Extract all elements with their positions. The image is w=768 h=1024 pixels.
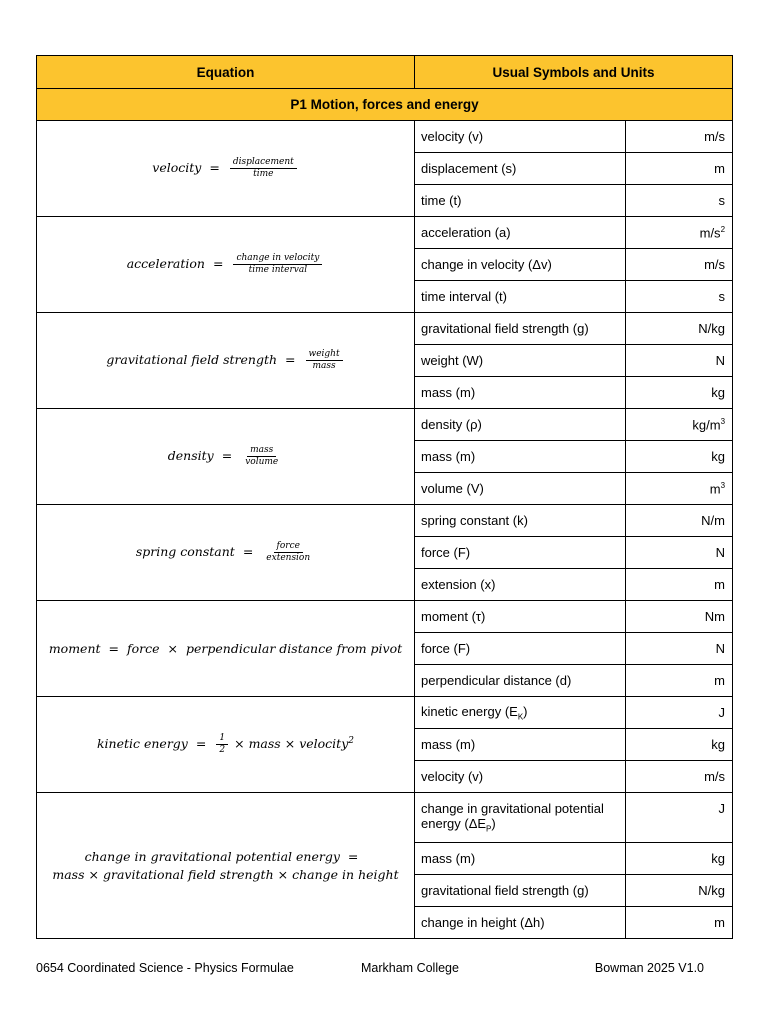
times-sign: × xyxy=(167,641,179,656)
fraction-denominator: mass xyxy=(312,361,336,371)
equals-sign: = xyxy=(242,544,254,559)
symbol-cell: force (F) xyxy=(415,537,626,569)
eq-lhs: density xyxy=(167,448,214,463)
times-sign: × xyxy=(88,866,99,882)
unit-cell: m/s xyxy=(626,249,733,281)
eq-line-1 xyxy=(37,848,414,866)
symbol-text-end: ) xyxy=(523,703,528,719)
unit-cell: m xyxy=(626,665,733,697)
eq-lhs: gravitational field strength xyxy=(106,352,278,367)
section-row xyxy=(37,89,733,121)
symbol-cell: force (F) xyxy=(415,633,626,665)
fraction-denominator: volume xyxy=(245,457,279,467)
symbol-cell: weight (W) xyxy=(415,345,626,377)
symbol-cell: density (ρ) xyxy=(415,409,626,441)
symbol-cell: spring constant (k) xyxy=(415,505,626,537)
unit-cell: kg xyxy=(626,729,733,761)
symbol-text: kinetic energy (E xyxy=(421,703,518,719)
table-row xyxy=(37,793,733,843)
unit-cell: kg xyxy=(626,843,733,875)
equals-sign: = xyxy=(209,160,220,175)
fraction xyxy=(233,253,322,276)
unit-cell: N/kg xyxy=(626,313,733,345)
equation-spring-constant xyxy=(37,505,415,601)
symbol-cell: time (t) xyxy=(415,185,626,217)
symbol-cell: mass (m) xyxy=(415,843,626,875)
table-row xyxy=(37,601,733,633)
section-title: P1 Motion, forces and energy xyxy=(37,89,733,121)
fraction xyxy=(242,445,281,468)
equation-acceleration xyxy=(37,217,415,313)
times-sign: × xyxy=(234,736,245,751)
unit-cell: m xyxy=(626,907,733,939)
header-equation: Equation xyxy=(37,56,415,89)
fraction-denominator: time interval xyxy=(248,265,308,275)
equals-sign: = xyxy=(221,448,233,463)
eq-term: force xyxy=(127,641,160,656)
symbol-subscript: P xyxy=(486,824,492,834)
equals-sign: = xyxy=(285,352,296,367)
symbol-cell: change in height (Δh) xyxy=(415,907,626,939)
unit-cell: m/s xyxy=(626,761,733,793)
header-symbols-units: Usual Symbols and Units xyxy=(415,56,733,89)
table-row xyxy=(37,697,733,729)
unit-cell: Nm xyxy=(626,601,733,633)
eq-line-2 xyxy=(37,866,414,884)
eq-term: perpendicular distance from pivot xyxy=(186,641,403,656)
equals-sign: = xyxy=(108,641,119,656)
eq-term: mass xyxy=(52,866,85,882)
unit-cell xyxy=(626,409,733,441)
unit-cell: N xyxy=(626,345,733,377)
equation-moment xyxy=(37,601,415,697)
eq-lhs: velocity xyxy=(152,160,202,175)
eq-term: change in height xyxy=(292,866,399,882)
symbol-cell: acceleration (a) xyxy=(415,217,626,249)
eq-term: mass xyxy=(248,736,281,751)
unit-cell xyxy=(626,217,733,249)
unit-exponent: 3 xyxy=(720,416,726,426)
symbol-cell: velocity (v) xyxy=(415,761,626,793)
fraction-numerator: displacement xyxy=(230,157,297,169)
formulae-table xyxy=(36,55,733,939)
eq-lhs: spring constant xyxy=(135,544,235,559)
eq-lhs: change in gravitational potential energy xyxy=(84,848,340,864)
unit-cell: J xyxy=(626,697,733,729)
symbol-cell: velocity (v) xyxy=(415,121,626,153)
eq-term: velocity xyxy=(299,736,349,751)
eq-lhs: acceleration xyxy=(126,256,205,271)
times-sign: × xyxy=(277,866,289,882)
symbol-cell: volume (V) xyxy=(415,473,626,505)
equation-gravitational-field-strength xyxy=(37,313,415,409)
symbol-cell: perpendicular distance (d) xyxy=(415,665,626,697)
unit-cell: kg xyxy=(626,377,733,409)
unit-exponent: 2 xyxy=(720,224,726,234)
unit-cell: N xyxy=(626,537,733,569)
symbol-text: change in gravitational potential energy (ΔE xyxy=(421,801,604,832)
footer-course: 0654 Coordinated Science - Physics Formulae xyxy=(36,961,294,975)
footer-version: Bowman 2025 V1.0 xyxy=(594,961,704,975)
unit-cell xyxy=(626,473,733,505)
equals-sign: = xyxy=(212,256,224,271)
fraction-numerator: mass xyxy=(247,445,276,457)
symbol-cell xyxy=(415,793,626,843)
unit-cell: N/m xyxy=(626,505,733,537)
unit-cell: N/kg xyxy=(626,875,733,907)
table-row xyxy=(37,409,733,441)
symbol-subscript: K xyxy=(517,712,524,722)
symbol-cell: moment (τ) xyxy=(415,601,626,633)
unit-text: m xyxy=(709,481,721,497)
unit-cell: m xyxy=(626,569,733,601)
equation-kinetic-energy xyxy=(37,697,415,793)
equation-density xyxy=(37,409,415,505)
unit-cell: N xyxy=(626,633,733,665)
fraction xyxy=(230,157,297,180)
table-row xyxy=(37,217,733,249)
fraction-denominator: time xyxy=(253,169,274,179)
eq-term: gravitational field strength xyxy=(103,866,274,882)
unit-cell: J xyxy=(626,793,733,843)
eq-exponent: 2 xyxy=(348,735,355,746)
equals-sign: = xyxy=(347,848,359,864)
symbol-text-end: ) xyxy=(491,816,496,832)
footer-school: Markham College xyxy=(361,961,459,975)
symbol-cell xyxy=(415,697,626,729)
unit-cell: s xyxy=(626,185,733,217)
unit-text: kg/m xyxy=(692,417,721,433)
fraction-numerator: 1 xyxy=(216,733,228,745)
table-header-row xyxy=(37,56,733,89)
symbol-cell: extension (x) xyxy=(415,569,626,601)
fraction-denominator: 2 xyxy=(219,745,226,755)
symbol-cell: displacement (s) xyxy=(415,153,626,185)
unit-cell: kg xyxy=(626,441,733,473)
fraction-denominator: extension xyxy=(266,553,311,563)
table-row xyxy=(37,313,733,345)
fraction-numerator: weight xyxy=(306,349,343,361)
unit-exponent: 3 xyxy=(720,480,726,490)
symbol-cell: change in velocity (Δv) xyxy=(415,249,626,281)
equation-velocity xyxy=(37,121,415,217)
eq-lhs: kinetic energy xyxy=(96,736,188,751)
eq-lhs: moment xyxy=(48,641,101,656)
symbol-cell: gravitational field strength (g) xyxy=(415,875,626,907)
symbol-cell: mass (m) xyxy=(415,377,626,409)
symbol-cell: mass (m) xyxy=(415,729,626,761)
symbol-cell: time interval (t) xyxy=(415,281,626,313)
symbol-cell: gravitational field strength (g) xyxy=(415,313,626,345)
fraction xyxy=(306,349,343,372)
symbol-cell: mass (m) xyxy=(415,441,626,473)
fraction-numerator: change in velocity xyxy=(233,253,322,265)
fraction xyxy=(216,733,228,756)
unit-cell: m xyxy=(626,153,733,185)
equation-gravitational-potential-energy xyxy=(37,793,415,939)
equals-sign: = xyxy=(195,736,207,751)
fraction xyxy=(263,541,313,564)
table-row xyxy=(37,121,733,153)
unit-cell: s xyxy=(626,281,733,313)
table-row xyxy=(37,505,733,537)
times-sign: × xyxy=(284,736,296,751)
fraction-numerator: force xyxy=(274,541,303,553)
unit-cell: m/s xyxy=(626,121,733,153)
unit-text: m/s xyxy=(699,225,721,241)
